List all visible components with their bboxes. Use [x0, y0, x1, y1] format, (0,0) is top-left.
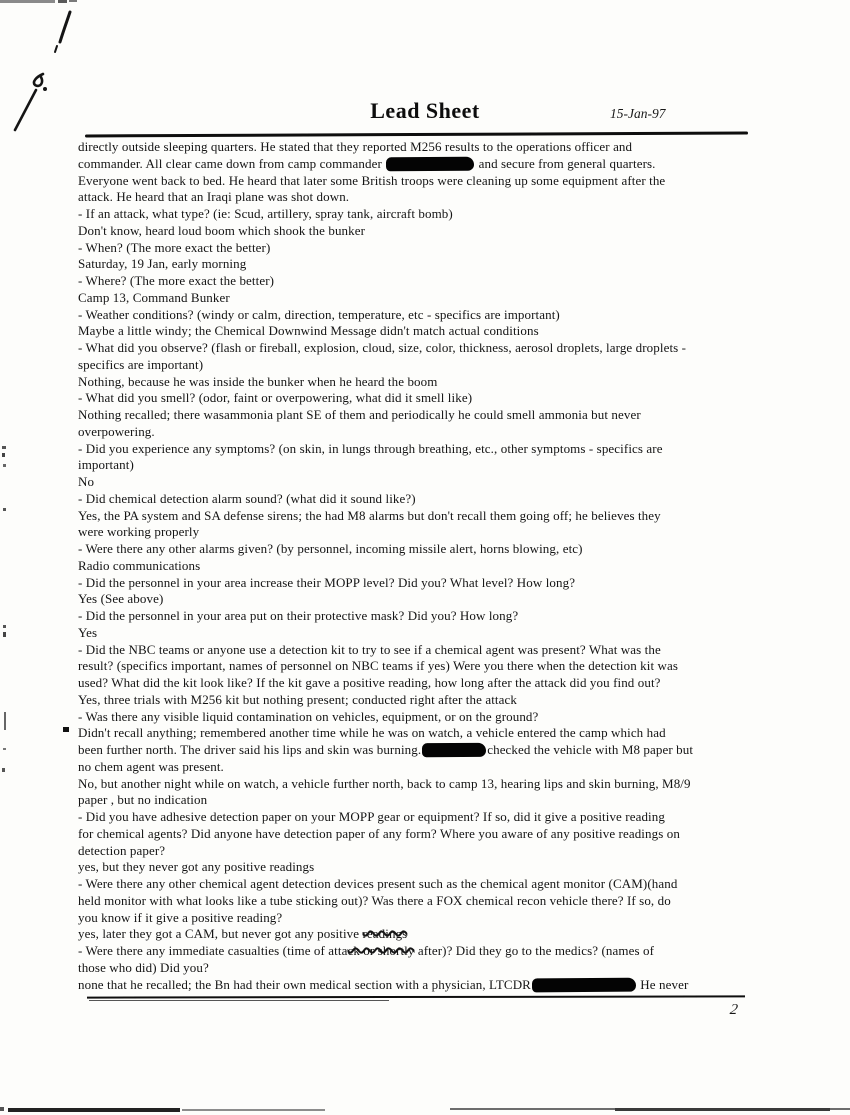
document-title: Lead Sheet	[370, 98, 480, 123]
text-line	[78, 625, 784, 642]
text-segment: were working properly	[78, 524, 200, 540]
text-line	[78, 742, 784, 759]
document-date: 15-Jan-97	[610, 106, 666, 121]
text-segment: Nothing, because he was inside the bunker when he heard the boom	[78, 373, 438, 389]
text-segment: Camp 13, Command Bunker	[78, 289, 230, 305]
text-line	[78, 675, 784, 692]
text-line	[78, 407, 784, 424]
scan-noise-mark	[63, 727, 69, 732]
text-segment: Radio communications	[78, 557, 201, 573]
text-line	[78, 658, 784, 675]
text-segment: Yes	[78, 624, 98, 640]
text-segment: attack. He heard that an Iraqi plane was shot down.	[78, 189, 350, 205]
scan-noise-mark	[3, 748, 6, 750]
scan-noise-mark	[2, 446, 6, 449]
text-line	[78, 441, 784, 458]
text-line	[78, 240, 784, 257]
text-line	[78, 156, 784, 173]
text-segment: - Did chemical detection alarm sound? (what did it sound like?)	[78, 490, 416, 506]
text-segment: Yes, the PA system and SA defense sirens; the had M8 alarms but don't recall them going off; he believes they	[78, 507, 661, 523]
text-segment: yes, later they got a CAM, but never got any positive	[78, 926, 363, 942]
text-segment: Saturday, 19 Jan, early morning	[78, 256, 247, 272]
text-segment: - When? (The more exact the better)	[78, 239, 271, 255]
scan-artifact-top-bar	[0, 0, 55, 3]
footer-rule-thin	[89, 1000, 389, 1001]
text-line	[78, 357, 784, 374]
text-line	[78, 491, 784, 508]
text-segment: result? (specifics important, names of personnel on NBC teams if yes) Were you there when the detection kit was	[78, 658, 679, 674]
text-line	[78, 591, 784, 608]
text-line	[78, 859, 784, 876]
scan-noise-mark	[3, 464, 6, 467]
text-line	[78, 692, 784, 709]
text-segment: commander. All clear came down from camp commander	[78, 155, 386, 171]
text-segment: those who did) Did you?	[78, 959, 209, 975]
text-line	[78, 843, 784, 860]
text-segment: Everyone went back to bed. He heard that later some British troops were cleaning up some equipment after the	[78, 172, 666, 188]
text-line	[78, 826, 784, 843]
footer-rule	[87, 995, 745, 998]
text-segment: Maybe a little windy; the Chemical Downwind Message didn't match actual conditions	[78, 323, 539, 339]
text-line	[78, 424, 784, 441]
text-segment: Yes (See above)	[78, 591, 164, 607]
scan-noise-mark	[3, 632, 6, 637]
text-segment: yes, but they never got any positive readings	[78, 859, 315, 875]
text-line	[78, 474, 784, 491]
pen-check-mark	[34, 74, 43, 86]
text-line	[78, 508, 784, 525]
text-segment: - Where? (The more exact the better)	[78, 273, 275, 288]
text-segment: - Was there any visible liquid contamination on vehicles, equipment, or on the ground?	[78, 708, 539, 724]
text-line	[78, 759, 784, 776]
text-segment: overpowering.	[78, 423, 155, 439]
text-line	[78, 290, 784, 307]
text-line	[78, 642, 784, 659]
text-line	[78, 558, 784, 575]
scan-noise-mark	[2, 453, 5, 457]
text-line	[78, 608, 784, 625]
header-rule	[85, 132, 748, 137]
text-segment: and secure from general quarters.	[475, 155, 656, 171]
text-segment: - Were there any other chemical agent detection devices present such as the chemical agent monitor (CAM)(hand	[78, 876, 678, 891]
text-line	[78, 809, 784, 826]
text-line	[78, 139, 784, 156]
text-line	[78, 223, 784, 240]
text-line	[78, 977, 784, 994]
text-line	[78, 307, 784, 324]
pen-scribbled-text: ck or shortly	[347, 943, 415, 958]
scan-artifact-bottom-bar	[8, 1108, 180, 1112]
text-segment: no chem agent was present.	[78, 758, 224, 774]
text-line	[78, 256, 784, 273]
text-line	[78, 340, 784, 357]
text-segment: Nothing recalled; there wasammonia plant SE of them and periodically he could smell ammonia but never	[78, 407, 641, 422]
scan-noise-mark	[3, 625, 6, 628]
text-segment: checked the vehicle with M8 paper but	[487, 742, 694, 757]
text-segment: directly outside sleeping quarters. He stated that they reported M256 results to the operations officer and	[78, 139, 633, 154]
text-segment: No, but another night while on watch, a vehicle further north, back to camp 13, hearing lips and skin burning, M8/9	[78, 775, 691, 791]
text-segment: - If an attack, what type? (ie: Scud, artillery, spray tank, aircraft bomb)	[78, 206, 453, 221]
text-segment: - Did the NBC teams or anyone use a detection kit to try to see if a chemical agent was present? What was the	[78, 641, 661, 657]
text-line	[78, 893, 784, 910]
text-segment: Didn't recall anything; remembered another time while he was on watch, a vehicle entered the camp which had	[78, 725, 666, 741]
text-segment: - Did the personnel in your area put on their protective mask? Did you? How long?	[78, 608, 519, 623]
text-segment: - Did the personnel in your area increase their MOPP level? Did you? What level? How long?	[78, 574, 576, 590]
text-segment: none that he recalled; the Bn had their own medical section with a physician, LTCDR	[78, 976, 531, 992]
text-line	[78, 390, 784, 407]
scan-artifact-bottom-bar	[615, 1108, 830, 1111]
text-segment: - Were there any immediate casualties (time of atta	[78, 943, 348, 958]
scan-noise-mark	[0, 1107, 4, 1111]
text-line	[78, 323, 784, 340]
text-segment: paper , but no indication	[78, 792, 208, 808]
text-line	[78, 776, 784, 793]
text-segment: used? What did the kit look like? If the kit gave a positive reading, how long after the attack did you find out?	[78, 675, 661, 690]
text-segment: you know if it give a positive reading?	[78, 909, 283, 925]
text-segment: - Did you experience any symptoms? (on skin, in lungs through breathing, etc., other symptoms - specifics are	[78, 440, 663, 456]
text-line	[78, 910, 784, 927]
text-line	[78, 792, 784, 809]
text-segment: - What did you smell? (odor, faint or overpowering, what did it smell like)	[78, 390, 473, 406]
redaction-bar	[422, 743, 486, 757]
text-line	[78, 374, 784, 391]
text-segment: - Were there any other alarms given? (by personnel, incoming missile alert, horns blowing, etc)	[78, 541, 583, 556]
text-segment: important)	[78, 457, 134, 473]
text-segment: No	[78, 474, 95, 489]
scan-artifact-top-dash	[69, 0, 77, 2]
scan-noise-mark	[3, 508, 6, 511]
pen-scribbled-text: readings	[362, 926, 408, 942]
text-line	[78, 173, 784, 190]
text-segment: Yes, three trials with M256 kit but nothing present; conducted right after the attack	[78, 691, 517, 707]
text-segment: for chemical agents? Did anyone have detection paper of any form? Where you aware of any positive readings on	[78, 825, 680, 841]
text-line	[78, 206, 784, 223]
text-segment: He never	[636, 976, 689, 992]
text-segment: after)? Did they go to the medics? (names of	[414, 943, 654, 958]
text-segment: specifics are important)	[78, 356, 204, 372]
text-line	[78, 960, 784, 977]
text-line	[78, 725, 784, 742]
text-line	[78, 524, 784, 541]
text-line	[78, 457, 784, 474]
text-line	[78, 273, 784, 290]
text-segment: been further north. The driver said his lips and skin was burning.	[78, 742, 422, 757]
text-line	[78, 541, 784, 558]
document-body	[78, 139, 784, 993]
text-line	[78, 876, 784, 893]
scan-noise-mark	[4, 712, 6, 730]
text-segment: held monitor with what looks like a tube sticking out)? Was there a FOX chemical recon vehicle there? If so, do	[78, 892, 671, 908]
text-line	[78, 709, 784, 726]
text-line	[78, 575, 784, 592]
text-line	[78, 943, 784, 960]
redaction-bar	[532, 977, 636, 992]
scan-artifact-bottom-bar	[182, 1109, 325, 1111]
text-segment: - Did you have adhesive detection paper on your MOPP gear or equipment? If so, did it give a positive reading	[78, 809, 665, 824]
text-segment: detection paper?	[78, 842, 166, 858]
page-number: 2	[728, 1002, 739, 1018]
text-segment: Don't know, heard loud boom which shook the bunker	[78, 222, 366, 238]
text-segment: - What did you observe? (flash or fireball, explosion, cloud, size, color, thickness, aerosol droplets, large droplets -	[78, 340, 687, 355]
text-line	[78, 189, 784, 206]
redaction-bar	[386, 156, 474, 171]
text-line	[78, 926, 784, 943]
pen-slash-mark	[60, 12, 70, 42]
scan-artifact-top-dash	[58, 0, 67, 3]
scan-noise-mark	[2, 768, 5, 772]
text-segment: - Weather conditions? (windy or calm, direction, temperature, etc - specifics are important)	[78, 306, 560, 322]
